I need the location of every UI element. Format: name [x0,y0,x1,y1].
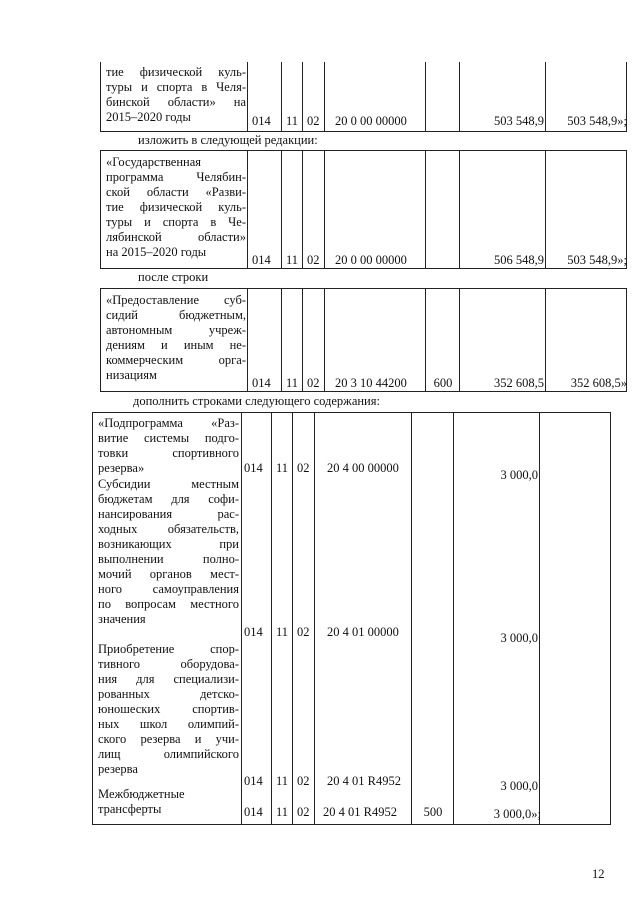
cell-pr: 02 [297,625,310,639]
description-line: ской области «Разви- [106,185,246,199]
row-description [106,293,246,383]
row-description [106,65,246,125]
cell-pr: 02 [307,114,320,128]
description-line: выполнении полно- [98,552,239,566]
cell-pr: 02 [297,774,310,788]
description-line: «Государственная [106,155,202,169]
description-line: коммерческим орга- [106,353,246,367]
cell-gbs: 014 [244,461,263,475]
description-line: товки спортивного [98,446,239,460]
description-line: туры и спорта в Че- [106,215,246,229]
description-line: юношеских спортив- [98,702,239,716]
cell-gbs: 014 [252,114,271,128]
description-line: ния для специализи- [98,672,239,686]
cell-csr: 20 4 01 00000 [327,625,399,639]
cell-vr: 500 [423,805,443,819]
description-line: тие физической куль- [106,65,246,79]
row-description [98,642,239,777]
cell-csr: 20 4 01 R4952 [327,774,401,788]
cell-pr: 02 [297,461,310,475]
row-description [98,787,239,817]
description-line: Межбюджетные [98,787,185,801]
description-line: бюджетам для софи- [98,492,239,506]
row-description [98,416,239,476]
cell-csr: 20 4 01 R4952 [323,805,397,819]
cell-sum-2: 503 548,9»; [567,114,627,128]
description-line: бинской области» на [106,95,246,109]
description-line: лябинской области» [106,230,246,244]
cell-csr: 20 0 00 00000 [335,114,407,128]
cell-gbs: 014 [252,376,271,390]
description-line: низациям [106,368,157,382]
description-line: Субсидии местным [98,477,239,491]
cell-csr: 20 4 00 00000 [327,461,399,475]
description-line: значения [98,612,146,626]
instruction-text: изложить в следующей редакции: [138,133,318,147]
row-description [98,477,239,627]
cell-gbs: 014 [244,774,263,788]
instruction-text: после строки [138,270,209,284]
description-line: автономным учреж- [106,323,246,337]
description-line: тивного оборудова- [98,657,239,671]
cell-sum-1: 503 548,9 [494,114,544,128]
cell-sum-1: 3 000,0 [500,779,538,793]
description-line: возникающих при [98,537,239,551]
description-line: трансферты [98,802,162,816]
cell-rz: 11 [286,376,299,390]
description-line: ходных обязательств, [98,522,239,536]
cell-pr: 02 [297,805,310,819]
row-description [106,155,246,260]
cell-rz: 11 [286,253,299,267]
description-line: тие физической куль- [106,200,246,214]
description-line: «Предоставление суб- [106,293,246,307]
cell-pr: 02 [307,376,320,390]
cell-rz: 11 [276,461,289,475]
description-line: дениям и иным не- [106,338,246,352]
cell-rz: 11 [276,805,289,819]
instruction-text: дополнить строками следующего содержания: [133,394,380,408]
description-line: ных школ олимпий- [98,717,239,731]
cell-csr: 20 3 10 44200 [335,376,407,390]
cell-sum-1: 506 548,9 [494,253,544,267]
cell-gbs: 014 [244,625,263,639]
table-block-2 [100,150,627,269]
description-line: сидий бюджетным, [106,308,246,322]
cell-gbs: 014 [244,805,263,819]
cell-sum-2: 503 548,9»; [567,253,627,267]
description-line: 2015–2020 годы [106,110,191,124]
cell-vr: 600 [433,376,453,390]
page-number: 12 [592,867,605,881]
description-line: рованных детско- [98,687,239,701]
description-line: витие системы подго- [98,431,239,445]
description-line: туры и спорта в Челя- [106,80,246,94]
description-line: резерва» [98,461,145,475]
cell-sum-2: 352 608,5» [570,376,627,390]
description-line: ного самоуправления [98,582,239,596]
cell-sum-1: 3 000,0 [500,631,538,645]
description-line: «Подпрограмма «Раз- [98,416,239,430]
cell-pr: 02 [307,253,320,267]
table-block-4 [92,412,611,825]
cell-rz: 11 [276,625,289,639]
description-line: мочий органов мест- [98,567,239,581]
cell-rz: 11 [286,114,299,128]
cell-sum-1: 3 000,0»; [493,807,541,821]
cell-csr: 20 0 00 00000 [335,253,407,267]
description-line: нансирования рас- [98,507,239,521]
cell-gbs: 014 [252,253,271,267]
table-block-3 [100,288,627,392]
description-line: лищ олимпийского [98,747,239,761]
table-block-1 [100,62,627,132]
cell-rz: 11 [276,774,289,788]
cell-sum-1: 3 000,0 [500,468,538,482]
description-line: резерва [98,762,138,776]
description-line: ского резерва и учи- [98,732,239,746]
description-line: программа Челябин- [106,170,246,184]
cell-sum-1: 352 608,5 [494,376,544,390]
description-line: на 2015–2020 годы [106,245,207,259]
description-line: Приобретение спор- [98,642,239,656]
description-line: по вопросам местного [98,597,239,611]
